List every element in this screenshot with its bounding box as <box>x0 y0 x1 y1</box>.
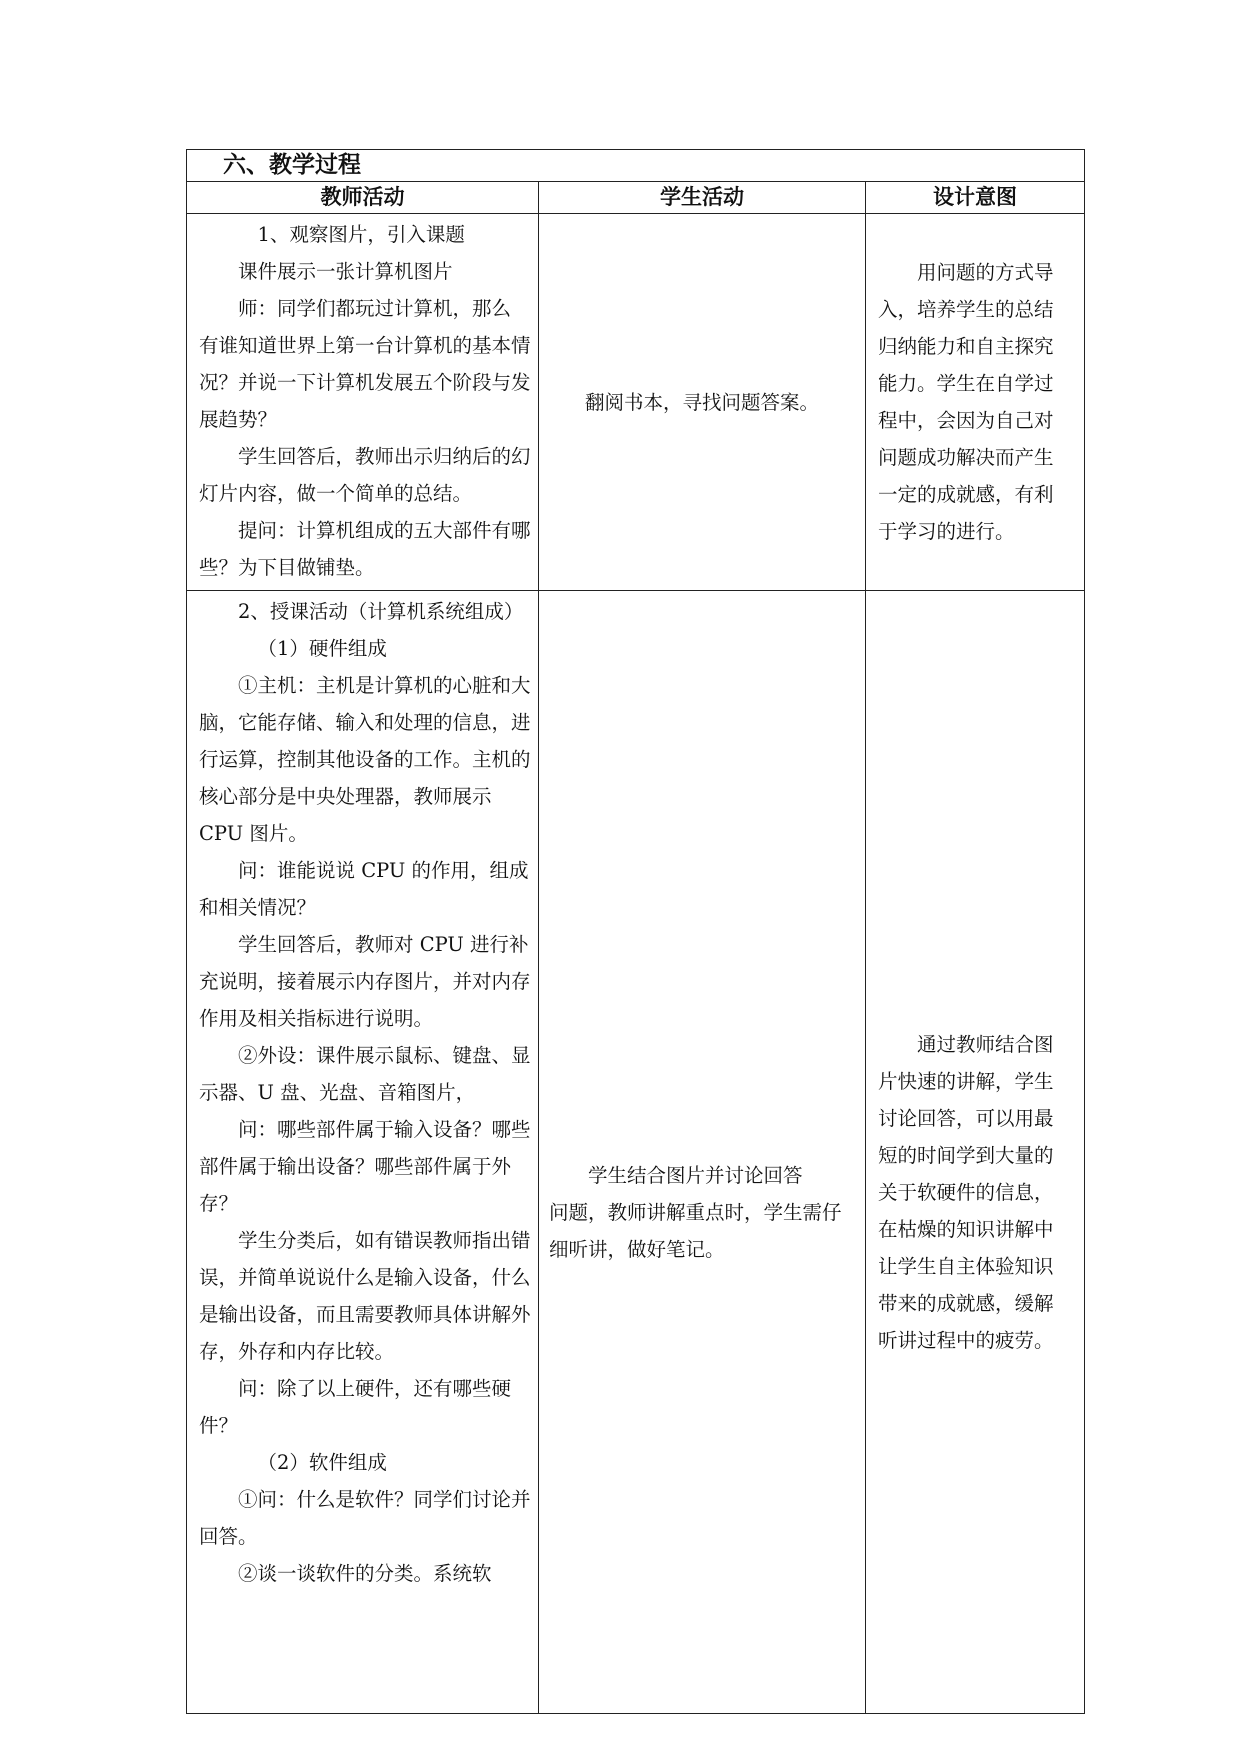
teacher-paragraph: 师：同学们都玩过计算机，那么 <box>238 297 512 320</box>
section-title: 六、教学过程 <box>187 150 1085 182</box>
teacher-paragraph: 有谁知道世界上第一台计算机的基本情况？并说一下计算机发展五个阶段与发展趋势？ <box>199 334 531 431</box>
teacher-paragraph: ②谈一谈软件的分类。系统软 <box>238 1562 492 1585</box>
teacher-paragraph: 1、观察图片，引入课题 <box>257 223 465 246</box>
teacher-paragraph: 学生回答后，教师对 CPU 进行补充说明，接着展示内存图片，并对内存作用及相关指标进行说明。 <box>199 933 531 1030</box>
teacher-paragraph: 问：哪些部件属于输入设备？哪些部件属于输出设备？哪些部件属于外存？ <box>199 1118 531 1215</box>
design-intent-cell <box>866 214 1085 591</box>
teacher-paragraph: （2）软件组成 <box>257 1451 387 1474</box>
teacher-paragraph: （1）硬件组成 <box>257 637 387 660</box>
design-paragraph: 用问题的方式导入，培养学生的总结归纳能力和自主探究能力。学生在自学过程中，会因为自己对问题成功解决而产生一定的成就感，有利于学习的进行。 <box>878 261 1054 543</box>
design-paragraph: 通过教师结合图片快速的讲解，学生讨论回答，可以用最短的时间学到大量的关于软硬件的信息，在枯燥的知识讲解中让学生自主体验知识带来的成就感，缓解听讲过程中的疲劳。 <box>878 1032 1054 1352</box>
student-paragraph: 问题，教师讲解重点时，学生需仔细听讲，做好笔记。 <box>549 1200 842 1261</box>
teacher-paragraph: ①问：什么是软件？同学们讨论并回答。 <box>199 1488 531 1548</box>
table-row <box>187 214 1085 591</box>
teacher-activity-cell <box>187 214 539 591</box>
student-paragraph: 学生结合图片并讨论回答 <box>588 1163 803 1187</box>
teacher-paragraph: 学生分类后，如有错误教师指出错误，并简单说说什么是输入设备，什么是输出设备，而且需要教师具体讲解外存，外存和内存比较。 <box>199 1229 531 1363</box>
teacher-paragraph: 课件展示一张计算机图片 <box>238 260 453 283</box>
teacher-paragraph: 提问：计算机组成的五大部件有哪些？为下目做铺垫。 <box>199 519 531 579</box>
teacher-paragraph: 问：除了以上硬件，还有哪些硬件？ <box>199 1377 512 1437</box>
teacher-paragraph: 问：谁能说说 CPU 的作用，组成和相关情况？ <box>199 859 529 919</box>
student-activity-cell <box>539 214 866 591</box>
header-row <box>187 182 1085 214</box>
teacher-paragraph: 2、授课活动（计算机系统组成） <box>238 600 524 623</box>
table-row <box>187 591 1085 1714</box>
teacher-activity-cell <box>187 591 539 1714</box>
teacher-paragraph: 学生回答后，教师出示归纳后的幻灯片内容，做一个简单的总结。 <box>199 445 531 505</box>
teaching-process-table <box>186 149 1085 1714</box>
header-student-activity: 学生活动 <box>539 182 866 214</box>
student-activity-cell <box>539 591 866 1714</box>
header-design-intent: 设计意图 <box>866 182 1085 214</box>
design-intent-cell <box>866 591 1085 1714</box>
header-teacher-activity: 教师活动 <box>187 182 539 214</box>
student-paragraph: 翻阅书本，寻找问题答案。 <box>584 390 819 414</box>
teacher-paragraph: ①主机：主机是计算机的心脏和大脑，它能存储、输入和处理的信息，进行运算，控制其他设备的工作。主机的核心部分是中央处理器，教师展示 CPU 图片。 <box>199 674 531 845</box>
teacher-paragraph: ②外设：课件展示鼠标、键盘、显示器、U 盘、光盘、音箱图片， <box>199 1044 531 1104</box>
